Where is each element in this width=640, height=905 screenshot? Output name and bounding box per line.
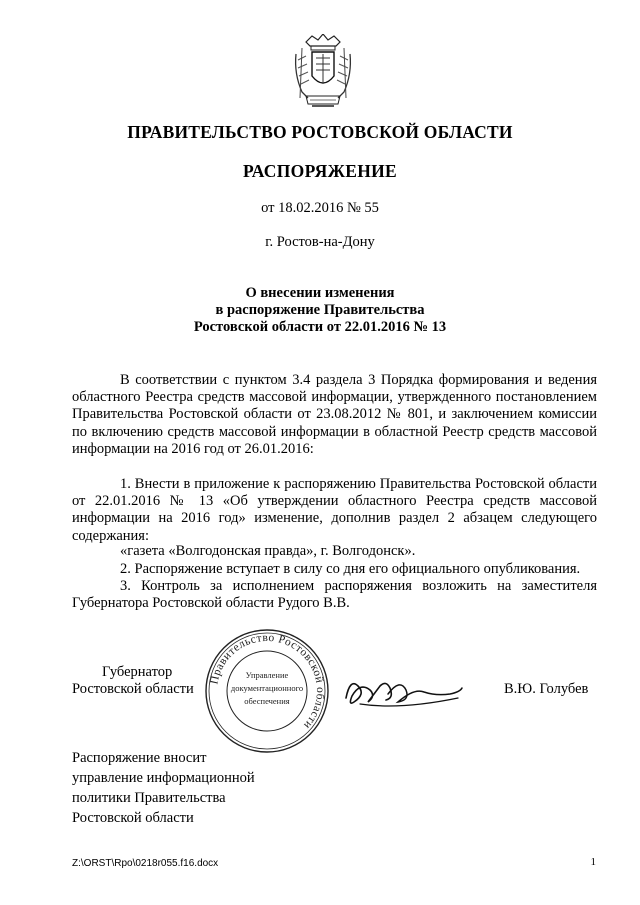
signatory-position (72, 664, 194, 698)
item-1-text: 1. Внести в приложение к распоряжению Правительства Ростовской области от 22.01.2016 № 13 «Об утверждении областного Реестра средств массовой информации на 2016 год» изменение, дополнив раздел 2 абзацем следующего содержания: (72, 476, 597, 544)
coat-of-arms-icon (292, 34, 354, 110)
seal-ring-text: Правительство Ростовской области (208, 631, 327, 732)
official-seal-stamp (202, 626, 332, 756)
document-subject (0, 285, 640, 336)
item-1-paragraph (72, 476, 597, 545)
document-city: г. Ростов-на-Дону (265, 234, 375, 250)
subject-line: Ростовской области от 22.01.2016 № 13 (193, 319, 447, 335)
issuer-line: управление информационной (72, 770, 255, 786)
page-number: 1 (590, 856, 596, 868)
seal-center-text: документационного (230, 683, 304, 693)
document-type: РАСПОРЯЖЕНИЕ (242, 161, 397, 181)
seal-center-text: Управление (245, 670, 289, 680)
issuer-line: Распоряжение вносит (72, 750, 207, 766)
subject-line: в распоряжение Правительства (215, 302, 425, 318)
government-title: ПРАВИТЕЛЬСТВО РОСТОВСКОЙ ОБЛАСТИ (127, 122, 513, 142)
signer-name: В.Ю. Голубев (504, 681, 589, 697)
issuer-line: политики Правительства (72, 790, 226, 806)
document-date-number: от 18.02.2016 № 55 (261, 200, 379, 216)
position-line: Ростовской области (72, 681, 194, 697)
file-path: Z:\ORST\Rpo\0218r055.f16.docx (72, 858, 219, 869)
item-2-paragraph: 2. Распоряжение вступает в силу со дня его официального опубликования. (120, 561, 581, 577)
item-1-quote: «газета «Волгодонская правда», г. Волгодонск». (120, 543, 416, 559)
issuer-note (72, 748, 255, 828)
preamble-paragraph: В соответствии с пунктом 3.4 раздела 3 Порядка формирования и ведения областного Реестра средств массовой информации, утвержденного постановлением Правительства Ростовской области от 23.08.2012 № 801, и заключением комиссии по включению средств массовой информации в областной Реестр средств массовой информации на 2016 год от 26.01.2016: (72, 372, 597, 457)
subject-line: О внесении изменения (245, 285, 395, 301)
item-3-paragraph: 3. Контроль за исполнением распоряжения возложить на заместителя Губернатора Ростовской области Рудого В.В. (72, 578, 597, 612)
handwritten-signature (340, 668, 465, 718)
issuer-line: Ростовской области (72, 810, 194, 826)
position-line: Губернатор (102, 664, 173, 680)
seal-center-text: обеспечения (244, 696, 290, 706)
